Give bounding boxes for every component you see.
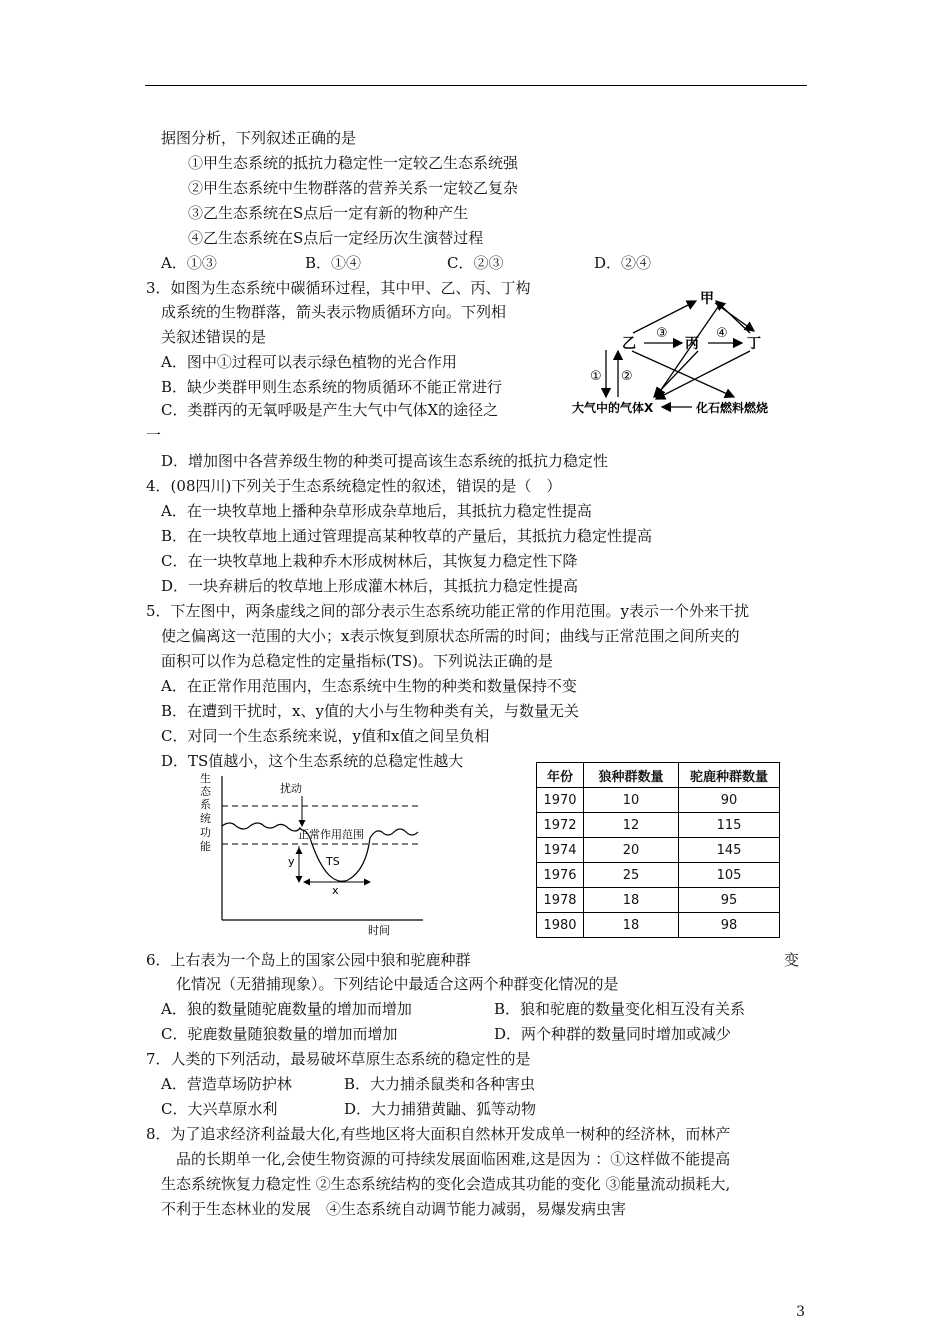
table-header-moose: 驼鹿种群数量 [679,763,780,788]
page-number: 3 [796,1304,805,1320]
q8-stem-line3: 生态系统恢复力稳定性 ②生态系统结构的变化会造成其功能的变化 ③能量流动损耗大, [161,1175,731,1193]
table-cell: 18 [584,913,679,938]
node-jia: 甲 [700,291,714,307]
q3-stem-line2: 成系统的生物群落，箭头表示物质循环方向。下列相 [161,303,507,321]
table-row [537,813,780,838]
q7-option-d: D．大力捕猎黄鼬、狐等动物 [344,1100,537,1118]
graph-ylabel-2: 态 [200,785,211,798]
table-cell: 95 [679,888,780,913]
option-a: A．①③ [161,254,217,272]
table-cell: 1976 [537,863,584,888]
q3-option-d: D．增加图中各营养级生物的种类可提高该生态系统的抵抗力稳定性 [161,452,609,470]
q4-option-c: C．在一块牧草地上栽种乔木形成树林后，其恢复力稳定性下降 [161,552,578,570]
table-row [537,888,780,913]
question-stem: 据图分析，下列叙述正确的是 [161,129,357,147]
table-cell: 12 [584,813,679,838]
q5-stem-line2: 使之偏离这一范围的大小；x表示恢复到原状态所需的时间；曲线与正常范围之间所夹的 [161,627,740,645]
table-cell: 145 [679,838,780,863]
table-header-year: 年份 [537,763,584,788]
q4-option-b: B．在一块牧草地上通过管理提高某种牧草的产量后，其抵抗力稳定性提高 [161,527,653,545]
label-2: ② [621,369,633,384]
q7-option-c: C．大兴草原水利 [161,1100,278,1118]
header-rule [145,85,807,86]
option-c: C．②③ [447,254,504,272]
graph-ylabel-6: 能 [200,840,211,853]
table-cell: 20 [584,838,679,863]
q6-stem-line1-tail: 变 [784,951,800,969]
q8-stem-line2: 品的长期单一化,会使生物资源的可持续发展面临困难,这是因为 ：①这样做不能提高 [176,1150,731,1168]
q3-option-b: B．缺少类群甲则生态系统的物质循环不能正常进行 [161,378,503,396]
population-table [536,762,780,938]
table-cell: 1970 [537,788,584,813]
statement-4: ④乙生态系统在S点后一定经历次生演替过程 [188,229,484,247]
q4-option-a: A．在一块牧草地上播种杂草形成杂草地后，其抵抗力稳定性提高 [161,502,592,520]
table-cell: 1972 [537,813,584,838]
q5-option-c: C．对同一个生态系统来说，y值和x值之间呈负相 [161,727,490,745]
q3-option-c-cont: 一 [146,426,162,444]
graph-x-label: x [332,884,339,897]
statement-2: ②甲生态系统中生物群落的营养关系一定较乙复杂 [188,179,519,197]
atmosphere-gas-x: 大气中的气体X [572,401,654,415]
q3-stem-line1: 3．如图为生态系统中碳循环过程，其中甲、乙、丙、丁构 [146,279,531,297]
graph-ylabel-5: 功 [200,826,211,839]
table-row [537,788,780,813]
q3-option-c: C．类群丙的无氧呼吸是产生大气中气体X的途径之 [161,401,499,419]
q5-stem-line1: 5．下左图中，两条虚线之间的部分表示生态系统功能正常的作用范围。y表示一个外来干扰 [146,602,750,620]
q8-stem-line1: 8．为了追求经济利益最大化,有些地区将大面积自然林开发成单一树种的经济林，而林产 [146,1125,731,1143]
table-cell: 115 [679,813,780,838]
option-d: D．②④ [594,254,652,272]
carbon-cycle-diagram [570,285,800,420]
table-row [537,863,780,888]
q7-option-a: A．营造草场防护林 [161,1075,292,1093]
graph-time-label: 时间 [368,924,390,937]
node-bing: 丙 [685,336,699,352]
table-cell: 90 [679,788,780,813]
graph-ts-label: TS [326,855,340,868]
graph-normal-range-label: 正常作用范围 [298,828,364,841]
label-1: ① [590,369,602,384]
label-3: ③ [656,326,668,341]
q6-option-c: C．驼鹿数量随狼数量的增加而增加 [161,1025,398,1043]
node-yi: 乙 [622,336,636,352]
q6-stem-line1: 6．上右表为一个岛上的国家公园中狼和驼鹿种群 [146,951,471,969]
table-cell: 1980 [537,913,584,938]
table-header-wolf: 狼种群数量 [584,763,679,788]
q6-stem-line2: 化情况（无猎捕现象）。下列结论中最适合这两个种群变化情况的是 [176,975,619,993]
q4-option-d: D．一块弃耕后的牧草地上形成灌木林后，其抵抗力稳定性提高 [161,577,579,595]
q3-option-a: A．图中①过程可以表示绿色植物的光合作用 [161,353,457,371]
table-row [537,913,780,938]
table-row [537,838,780,863]
q6-option-d: D．两个种群的数量同时增加或减少 [494,1025,732,1043]
q3-stem-line3: 关叙述错误的是 [161,328,267,346]
q7-stem: 7．人类的下列活动，最易破坏草原生态系统的稳定性的是 [146,1050,531,1068]
q6-option-b: B．狼和驼鹿的数量变化相互没有关系 [494,1000,746,1018]
q4-stem: 4．(08四川)下列关于生态系统稳定性的叙述，错误的是（ ） [146,477,562,495]
table-cell: 25 [584,863,679,888]
q6-option-a: A．狼的数量随驼鹿数量的增加而增加 [161,1000,412,1018]
table-cell: 10 [584,788,679,813]
table-cell: 98 [679,913,780,938]
stability-graph [198,770,438,940]
node-ding: 丁 [747,336,761,352]
q8-stem-line4: 不利于生态林业的发展 ④生态系统自动调节能力减弱，易爆发病虫害 [161,1200,627,1218]
table-cell: 1978 [537,888,584,913]
table-cell: 105 [679,863,780,888]
table-cell: 18 [584,888,679,913]
option-b: B．①④ [305,254,362,272]
statement-1: ①甲生态系统的抵抗力稳定性一定较乙生态系统强 [188,154,519,172]
graph-y-label: y [288,855,295,868]
graph-ylabel-1: 生 [200,772,211,785]
q5-stem-line3: 面积可以作为总稳定性的定量指标(TS)。下列说法正确的是 [161,652,553,670]
q5-option-a: A．在正常作用范围内，生态系统中生物的种类和数量保持不变 [161,677,577,695]
fossil-fuel-burning: 化石燃料燃烧 [696,401,769,415]
statement-3: ③乙生态系统在S点后一定有新的物种产生 [188,204,469,222]
table-cell: 1974 [537,838,584,863]
graph-ylabel-3: 系 [200,798,211,811]
graph-ylabel-4: 统 [200,812,211,825]
label-4: ④ [716,326,728,341]
q5-option-b: B．在遭到干扰时，x、y值的大小与生物种类有关，与数量无关 [161,702,579,720]
q5-option-d: D．TS值越小，这个生态系统的总稳定性越大 [161,752,464,770]
graph-disturb-label: 扰动 [280,782,302,795]
q7-option-b: B．大力捕杀鼠类和各种害虫 [344,1075,536,1093]
